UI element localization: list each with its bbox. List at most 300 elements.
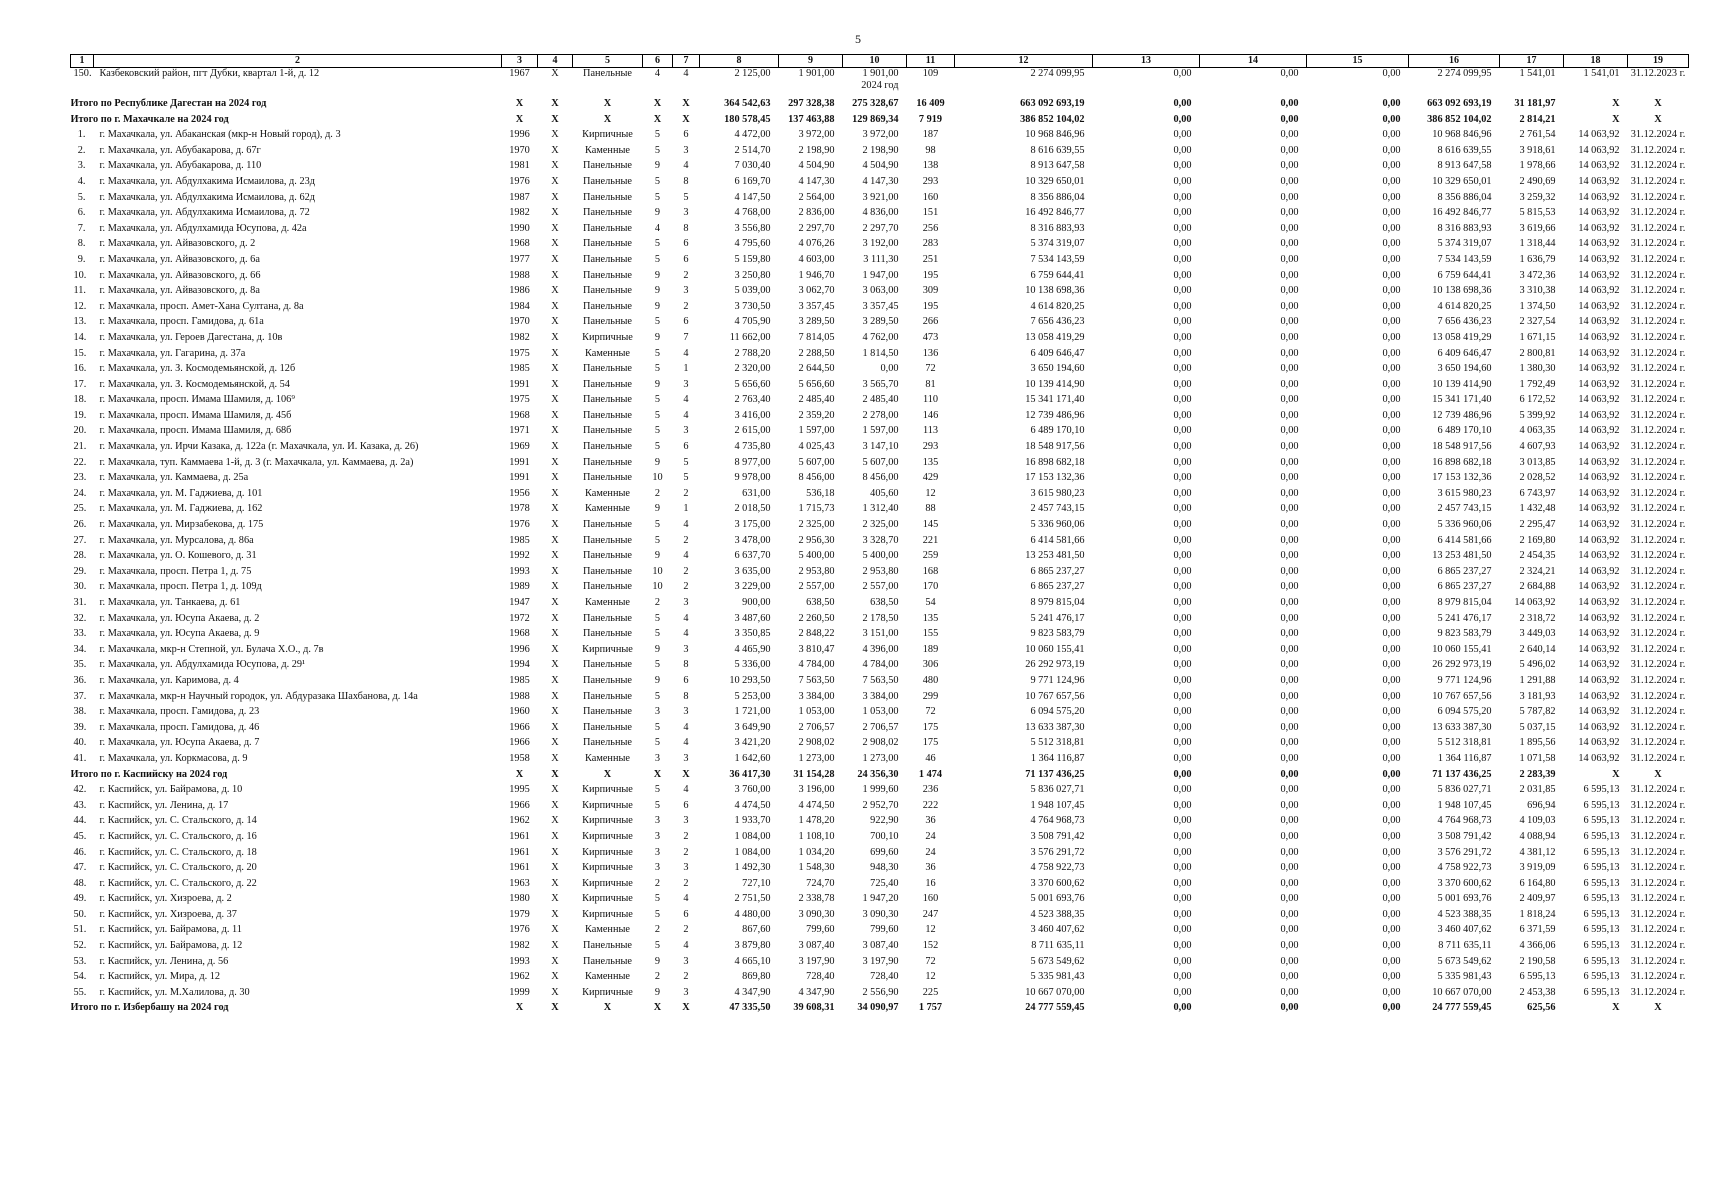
table-cell: Х (551, 238, 559, 250)
table-cell: 5 (654, 238, 661, 250)
table-cell: 3 250,80 (734, 269, 771, 281)
total-cell: 0,00 (1280, 98, 1299, 109)
table-cell: 0,00 (1173, 300, 1192, 312)
table-cell: 0,00 (1280, 752, 1299, 764)
table-cell: 145 (922, 519, 939, 531)
table-cell: 31.12.2024 г. (1630, 160, 1686, 172)
table-cell: 9 (654, 955, 661, 967)
table-row (71, 784, 1689, 800)
table-cell: 3 289,50 (862, 316, 899, 328)
table-cell: 14 063,92 (1578, 519, 1620, 531)
table-cell: 6 414 581,66 (1437, 534, 1492, 546)
table-cell: 2 952,70 (862, 799, 899, 811)
table-cell: 31.12.2024 г. (1630, 690, 1686, 702)
table-cell: 0,00 (1382, 612, 1401, 624)
table-cell: 1 273,00 (798, 752, 835, 764)
table-cell: 1 978,66 (1519, 160, 1556, 172)
table-cell: 1962 (509, 971, 530, 983)
table-cell: 5 336 960,06 (1437, 519, 1492, 531)
table-cell: 3 384,00 (798, 690, 835, 702)
table-cell: 4 366,06 (1519, 940, 1556, 952)
table-cell: 31.12.2024 г. (1630, 706, 1686, 718)
table-cell: 0,00 (1382, 175, 1401, 187)
column-number-cell: 11 (907, 55, 955, 68)
table-cell: 480 (922, 674, 939, 686)
table-cell: 0,00 (1382, 924, 1401, 936)
table-cell: 6 595,13 (1583, 784, 1620, 796)
total-cell: 663 092 693,19 (1427, 98, 1492, 109)
table-cell: 0,00 (1173, 737, 1192, 749)
table-cell: 2 (683, 487, 689, 499)
table-cell: 0,00 (1173, 940, 1192, 952)
table-cell: 3 460 407,62 (1437, 924, 1492, 936)
table-cell: 160 (922, 893, 939, 905)
table-cell: 0,00 (1173, 441, 1192, 453)
table-cell: 31.12.2024 г. (1630, 269, 1686, 281)
table-cell: 2 325,00 (798, 519, 835, 531)
table-cell: Х (551, 222, 559, 234)
table-cell: 5 336,00 (734, 659, 771, 671)
table-cell: Х (551, 799, 559, 811)
table-cell: Панельные (583, 394, 632, 406)
table-row (71, 987, 1689, 1003)
table-cell: 799,60 (806, 924, 835, 936)
table-cell: 1992 (509, 550, 530, 562)
table-cell: 0,00 (1280, 456, 1299, 468)
table-cell: 2 564,00 (798, 191, 835, 203)
table-cell: 31.12.2024 г. (1630, 940, 1686, 952)
table-cell: 3 (683, 285, 689, 297)
table-cell: 2 409,97 (1519, 893, 1556, 905)
total-cell: 36 417,30 (729, 768, 771, 780)
table-cell: 5 607,00 (862, 456, 899, 468)
table-cell: 1 933,70 (734, 815, 771, 827)
table-cell: 0,00 (1382, 581, 1401, 593)
table-cell: Х (551, 378, 559, 390)
table-cell: Х (551, 207, 559, 219)
total-cell: Х (603, 113, 612, 125)
table-cell: Х (551, 503, 559, 515)
table-cell: Панельные (583, 300, 632, 312)
address-cell: г. Махачкала, ул. Абдулхамида Юсупова, д. 42а (99, 222, 307, 234)
table-cell: 14 063,92 (1514, 597, 1556, 608)
table-cell: 6 164,80 (1519, 877, 1556, 889)
total-cell: 34 090,97 (857, 1002, 899, 1014)
table-cell: Х (551, 846, 559, 858)
table-cell: 4 (683, 628, 689, 640)
table-cell: 473 (922, 331, 939, 343)
table-cell: 0,00 (1280, 784, 1299, 796)
table-cell: 2 557,00 (862, 581, 899, 593)
table-cell: 4 147,30 (862, 175, 899, 187)
table-cell: 12 (925, 924, 936, 936)
table-cell: 31.12.2024 г. (1630, 846, 1686, 858)
table-cell: 6 409 646,47 (1437, 347, 1492, 359)
table-cell: 5 159,80 (734, 253, 771, 265)
address-cell: г. Махачкала, ул. Героев Дагестана, д. 10в (99, 331, 283, 343)
table-cell: 3 175,00 (734, 519, 771, 531)
table-cell: 6 595,13 (1583, 971, 1620, 983)
table-cell: 4 795,60 (734, 238, 771, 250)
table-cell: Х (551, 160, 559, 172)
table-cell: 309 (922, 285, 939, 297)
table-cell: 0,00 (1280, 986, 1299, 998)
table-cell: 2 190,58 (1519, 955, 1556, 967)
table-cell: 6 637,70 (734, 550, 771, 562)
table-cell: 0,00 (1173, 207, 1192, 219)
table-cell: 0,00 (1173, 409, 1192, 421)
table-cell: 18 548 917,56 (1432, 441, 1492, 453)
table-cell: 2 169,80 (1519, 534, 1556, 546)
address-cell: г. Каспийск, ул. Хизроева, д. 2 (99, 893, 232, 905)
table-cell: 72 (925, 706, 936, 718)
table-row (71, 441, 1689, 457)
table-cell: 3 196,00 (798, 784, 835, 796)
table-cell: Панельные (583, 207, 632, 219)
table-cell: 1 273,00 (862, 752, 899, 764)
table-cell: 14 063,92 (1578, 207, 1620, 219)
total-cell: Х (551, 113, 559, 125)
table-cell: Панельные (583, 409, 632, 421)
address-cell: г. Каспийск, ул. Байрамова, д. 12 (99, 940, 243, 952)
table-cell: 8 (683, 175, 689, 187)
table-cell: 0,00 (1382, 690, 1401, 702)
table-cell: 3 259,32 (1519, 191, 1556, 203)
table-cell: 900,00 (742, 597, 771, 608)
total-cell: Х (1612, 98, 1620, 109)
table-cell: 0,00 (1280, 519, 1299, 531)
table-cell: 0,00 (1173, 550, 1192, 562)
table-cell: 27. (73, 534, 87, 546)
table-cell: 31.12.2024 г. (1630, 409, 1686, 421)
table-cell: 3 (654, 706, 661, 718)
table-cell: 31.12.2024 г. (1630, 472, 1686, 484)
column-number-cell: 8 (700, 55, 779, 68)
table-cell: 14 063,92 (1578, 222, 1620, 234)
table-cell: 13 058 419,29 (1432, 331, 1492, 343)
table-cell: 5 607,00 (798, 456, 835, 468)
address-cell: г. Махачкала, ул. Айвазовского, д. 66 (99, 269, 261, 281)
table-cell: 5 (654, 690, 661, 702)
table-cell: Кирпичные (582, 784, 633, 796)
table-cell: 4 381,12 (1519, 846, 1556, 858)
housing-register-table (70, 54, 1689, 1018)
table-cell: 3 (683, 986, 689, 998)
table-cell: 0,00 (1280, 129, 1299, 141)
table-cell: 1 318,44 (1519, 238, 1556, 250)
table-cell: 10 329 650,01 (1025, 175, 1085, 187)
table-cell: 18. (73, 394, 87, 406)
table-cell: 6. (77, 207, 86, 219)
table-cell: 0,00 (1173, 986, 1192, 998)
table-cell: 31.12.2024 г. (1630, 643, 1686, 655)
table-cell: 3 576 291,72 (1437, 846, 1492, 858)
table-cell: 0,00 (1382, 674, 1401, 686)
table-cell: 0,00 (1173, 690, 1192, 702)
total-cell: Х (682, 768, 690, 780)
table-cell: 2 457 743,15 (1437, 503, 1492, 515)
address-cell: г. Махачкала, ул. М. Гаджиева, д. 101 (99, 487, 263, 499)
table-cell: 1 671,15 (1519, 331, 1556, 343)
table-cell: 5 001 693,76 (1030, 893, 1085, 905)
table-cell: Х (551, 581, 559, 593)
table-cell: 0,00 (1280, 160, 1299, 172)
table-cell: 10 139 414,90 (1432, 378, 1492, 390)
table-row (71, 503, 1689, 519)
table-cell: 31.12.2024 г. (1630, 597, 1686, 608)
table-cell: 9 (654, 503, 661, 515)
page-number: 5 (855, 32, 861, 46)
table-cell: 31.12.2024 г. (1630, 222, 1686, 234)
total-cell: 47 335,50 (729, 1002, 771, 1014)
table-cell: Х (551, 394, 559, 406)
table-cell: 0,00 (1280, 269, 1299, 281)
address-cell: г. Каспийск, ул. Байрамова, д. 10 (99, 784, 243, 796)
table-cell: Х (551, 815, 559, 827)
table-cell: 1999 (509, 986, 530, 998)
table-row (71, 831, 1689, 847)
table-cell: 20. (73, 425, 87, 437)
table-cell: 23. (73, 472, 87, 484)
table-cell: 24 (925, 846, 936, 858)
table-cell: 31.12.2024 г. (1630, 363, 1686, 375)
column-number-cell: 19 (1628, 55, 1689, 68)
table-cell: 5 001 693,76 (1437, 893, 1492, 905)
table-cell: 31.12.2024 г. (1630, 799, 1686, 811)
table-cell: 8 979 815,04 (1437, 597, 1492, 608)
table-cell: 3 (654, 830, 661, 842)
table-cell: 14 063,92 (1578, 409, 1620, 421)
column-number-cell: 6 (643, 55, 673, 68)
table-cell: 1985 (509, 674, 530, 686)
table-cell: 0,00 (1173, 378, 1192, 390)
table-cell: 6 (683, 674, 689, 686)
table-cell: 696,94 (1527, 799, 1556, 811)
table-cell: 14 063,92 (1578, 394, 1620, 406)
table-cell: 3 (683, 643, 689, 655)
table-cell: 31.12.2024 г. (1630, 815, 1686, 827)
column-number-cell: 14 (1200, 55, 1307, 68)
table-cell: 2 297,70 (862, 222, 899, 234)
table-cell: 5 336 960,06 (1030, 519, 1085, 531)
table-cell: 14 063,92 (1578, 659, 1620, 671)
table-cell: 0,00 (1280, 643, 1299, 655)
table-cell: 5 (654, 425, 661, 437)
table-cell: 3 650 194,60 (1030, 363, 1085, 375)
table-cell: 6 595,13 (1583, 955, 1620, 967)
table-cell: 3 478,00 (734, 534, 771, 546)
table-cell: 0,00 (1382, 565, 1401, 577)
table-cell: 168 (922, 565, 939, 577)
table-cell: 5 (654, 175, 661, 187)
table-cell: 12 (925, 487, 936, 499)
table-cell: 1 (683, 363, 689, 375)
total-cell: Х (551, 1002, 559, 1014)
table-cell: 1972 (509, 612, 530, 624)
table-cell: 31.12.2024 г. (1630, 737, 1686, 749)
table-cell: 9 823 583,79 (1437, 628, 1492, 640)
total-cell: 275 328,67 (852, 98, 899, 109)
table-cell: 6 (683, 129, 689, 141)
table-cell: 6 865 237,27 (1437, 581, 1492, 593)
table-cell: 3 087,40 (798, 940, 835, 952)
table-cell: 5 (654, 347, 661, 359)
table-cell: 10 329 650,01 (1432, 175, 1492, 187)
table-cell: 306 (922, 659, 939, 671)
column-number-cell: 1 (71, 55, 94, 68)
table-cell: 16 492 846,77 (1432, 207, 1492, 219)
table-cell: 5 836 027,71 (1437, 784, 1492, 796)
table-cell: 2 556,90 (862, 986, 899, 998)
table-cell: Х (551, 487, 559, 499)
table-cell: Х (551, 456, 559, 468)
address-cell: г. Махачкала, ул. О. Кошевого, д. 31 (99, 550, 257, 562)
table-cell: 3 (683, 597, 689, 608)
table-cell: 4 396,00 (862, 643, 899, 655)
table-cell: 7. (77, 222, 86, 234)
total-cell: 0,00 (1382, 1002, 1401, 1014)
table-cell: 1947 (509, 597, 530, 608)
table-cell: 4 347,90 (734, 986, 771, 998)
table-cell: 4 (683, 68, 689, 79)
table-cell: 2 557,00 (798, 581, 835, 593)
address-cell: г. Махачкала, ул. Абаканская (мкр-н Новый город), д. 3 (99, 129, 341, 141)
table-cell: 81 (925, 378, 936, 390)
table-cell: 1958 (509, 752, 530, 764)
table-cell: 0,00 (1382, 940, 1401, 952)
address-cell: г. Каспийск, ул. С. Стальского, д. 16 (99, 830, 257, 842)
address-cell: г. Махачкала, просп. Имама Шамиля, д. 106⁹ (99, 394, 295, 406)
total-cell: 625,56 (1527, 1002, 1556, 1014)
table-cell: 0,00 (1280, 565, 1299, 577)
column-number-cell: 10 (843, 55, 907, 68)
table-cell: 31.12.2024 г. (1630, 487, 1686, 499)
table-cell: 3 619,66 (1519, 222, 1556, 234)
table-cell: 10 667 070,00 (1432, 986, 1492, 998)
table-cell: 1 715,73 (798, 503, 835, 515)
table-cell: 9. (77, 253, 86, 265)
table-cell: 0,00 (1173, 222, 1192, 234)
table-cell: 10 (652, 581, 663, 593)
table-cell: Панельные (583, 721, 632, 733)
table-cell: 631,00 (742, 487, 771, 499)
table-cell: 31.12.2024 г. (1630, 908, 1686, 920)
table-cell: 293 (922, 175, 939, 187)
total-cell: Х (551, 768, 559, 780)
table-cell: 1991 (509, 472, 530, 484)
table-cell: 0,00 (1173, 316, 1192, 328)
table-cell: 14 063,92 (1578, 129, 1620, 141)
table-row (71, 924, 1689, 940)
table-cell: 3 370 600,62 (1030, 877, 1085, 889)
table-cell: 6 (683, 316, 689, 328)
table-cell: 4 784,00 (862, 659, 899, 671)
table-cell: 0,00 (1173, 191, 1192, 203)
table-cell: 0,00 (1280, 68, 1299, 79)
table-cell: Панельные (583, 550, 632, 562)
table-cell: Х (551, 331, 559, 343)
address-cell: г. Махачкала, просп. Петра 1, д. 109д (99, 581, 262, 593)
table-cell: 3 197,90 (862, 955, 899, 967)
table-cell: 5 335 981,43 (1030, 971, 1085, 983)
table-cell: 1979 (509, 908, 530, 920)
table-cell: 1970 (509, 316, 530, 328)
total-cell: 16 409 (916, 98, 945, 109)
table-cell: 0,00 (1382, 331, 1401, 343)
table-cell: 9 (654, 986, 661, 998)
table-row (71, 457, 1689, 473)
table-cell: 0,00 (1280, 674, 1299, 686)
table-cell: 4 705,90 (734, 316, 771, 328)
table-cell: 1 541,01 (1519, 68, 1556, 79)
table-cell: 1976 (509, 175, 530, 187)
total-cell: 297 328,38 (788, 98, 835, 109)
total-cell: 364 542,63 (724, 98, 771, 109)
table-cell: 5 656,60 (798, 378, 835, 390)
table-cell: Х (551, 893, 559, 905)
table-cell: 1 084,00 (734, 846, 771, 858)
address-cell: г. Махачкала, просп. Имама Шамиля, д. 68б (99, 425, 292, 437)
table-cell: 0,00 (1173, 612, 1192, 624)
table-row (71, 394, 1689, 410)
table-cell: 1 108,10 (798, 830, 835, 842)
table-cell: 1995 (509, 784, 530, 796)
table-cell: 31.12.2024 г. (1630, 986, 1686, 998)
table-cell: 0,00 (1280, 425, 1299, 437)
table-cell: 6 595,13 (1583, 986, 1620, 998)
table-cell: 3 192,00 (862, 238, 899, 250)
table-cell: 6 (683, 253, 689, 265)
table-cell: 10 139 414,90 (1025, 378, 1085, 390)
table-cell: 0,00 (880, 363, 899, 375)
table-cell: Х (551, 690, 559, 702)
table-row (71, 488, 1689, 504)
table-cell: 2 (654, 971, 661, 983)
table-cell: 1994 (509, 659, 530, 671)
table-cell: 1971 (509, 425, 530, 437)
table-cell: 31.12.2024 г. (1630, 175, 1686, 187)
total-label: Итого по г. Избербашу на 2024 год (70, 1002, 229, 1014)
table-cell: 3 151,00 (862, 628, 899, 640)
table-cell: 1 084,00 (734, 830, 771, 842)
address-cell: г. Махачкала, ул. Абдулхакима Исмаилова, д. 23д (99, 175, 315, 187)
table-cell: 1 364 116,87 (1437, 752, 1492, 764)
table-cell: 0,00 (1173, 877, 1192, 889)
table-cell: 13 058 419,29 (1025, 331, 1085, 343)
table-cell: 10 767 657,56 (1432, 690, 1492, 702)
table-row (71, 956, 1689, 972)
table-cell: 0,00 (1382, 363, 1401, 375)
table-cell: Панельные (583, 316, 632, 328)
address-cell: г. Каспийск, ул. Ленина, д. 56 (99, 955, 229, 967)
table-cell: 3 357,45 (798, 300, 835, 312)
table-cell: 2 018,50 (734, 503, 771, 515)
table-row (71, 68, 1689, 99)
table-cell: 5 (654, 721, 661, 733)
table-cell: 31.12.2024 г. (1630, 144, 1686, 156)
table-cell: 10 138 698,36 (1025, 285, 1085, 297)
table-cell: 0,00 (1173, 893, 1192, 905)
table-cell: 1991 (509, 456, 530, 468)
table-cell: 0,00 (1382, 597, 1401, 608)
address-cell: г. Махачкала, просп. Петра 1, д. 75 (99, 565, 252, 577)
table-cell: 14 063,92 (1578, 581, 1620, 593)
table-row (71, 207, 1689, 223)
total-cell: 0,00 (1173, 768, 1192, 780)
table-cell: Х (551, 908, 559, 920)
table-cell: 6 595,13 (1583, 908, 1620, 920)
table-cell: 0,00 (1280, 893, 1299, 905)
